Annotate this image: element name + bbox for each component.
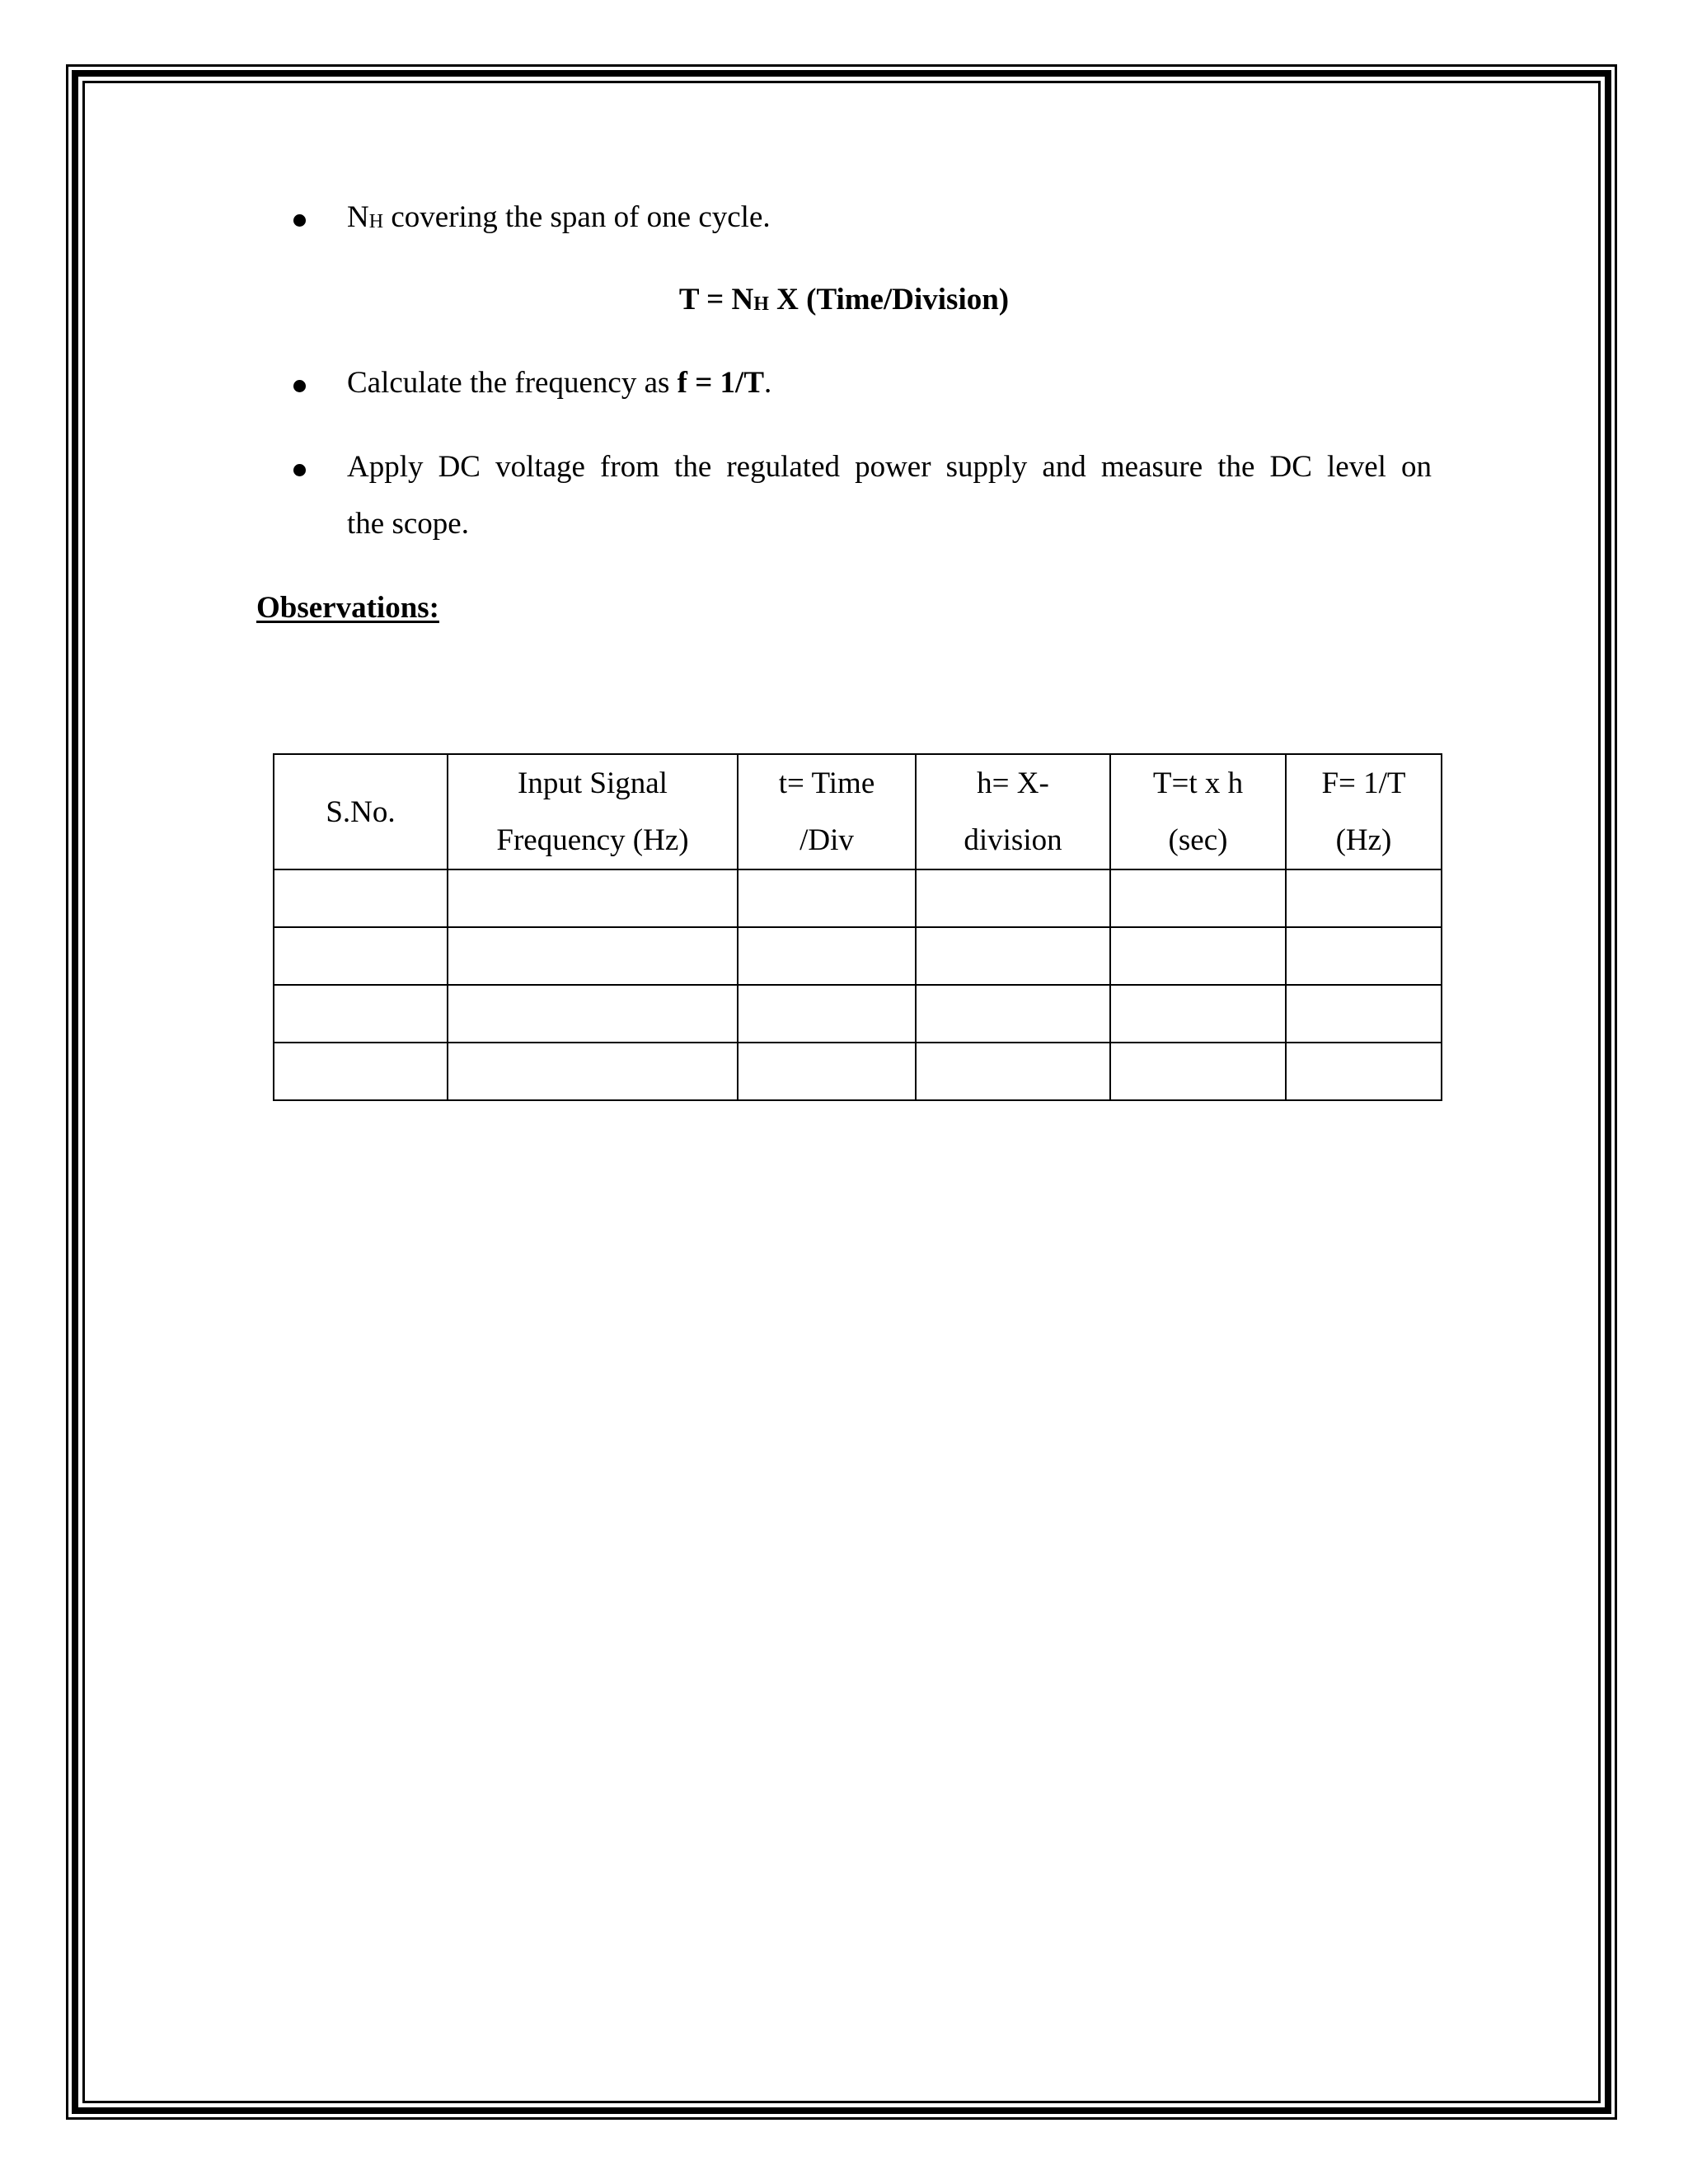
header-x-division	[916, 754, 1110, 869]
table-header-row	[274, 754, 1442, 869]
step-text: covering the span of one cycle.	[383, 200, 771, 234]
header-text: (Hz)	[1335, 823, 1392, 857]
header-text: Input Signal	[518, 766, 668, 800]
table-cell	[448, 985, 738, 1043]
table-cell	[738, 869, 916, 927]
table-cell	[1110, 927, 1286, 985]
observations-table	[273, 753, 1442, 1101]
table-row	[274, 1043, 1442, 1100]
header-text: t= Time	[778, 766, 875, 800]
header-text: /Div	[799, 823, 854, 857]
step-text: Calculate the frequency as	[347, 366, 678, 400]
table-cell	[738, 985, 916, 1043]
table-cell	[916, 985, 1110, 1043]
table-cell	[274, 1043, 448, 1100]
period-formula	[0, 282, 1688, 318]
step-calculate-frequency	[347, 365, 771, 401]
header-text: h= X-	[977, 766, 1049, 800]
formula-rhs: X (Time/Division)	[768, 283, 1010, 316]
table-row	[274, 927, 1442, 985]
table-cell	[1110, 869, 1286, 927]
formula-subscript: H	[753, 293, 769, 316]
symbol-n: N	[347, 200, 369, 234]
table-cell	[916, 869, 1110, 927]
frequency-formula: f = 1/T	[677, 366, 765, 400]
header-text: division	[964, 823, 1062, 857]
table-cell	[274, 985, 448, 1043]
header-sno	[274, 754, 448, 869]
header-text: T=t x h	[1152, 766, 1244, 800]
table-cell	[1286, 1043, 1442, 1100]
header-frequency	[1286, 754, 1442, 869]
table-cell	[448, 869, 738, 927]
table-body	[274, 869, 1442, 1100]
table-cell	[274, 869, 448, 927]
step-apply-dc-line2: the scope.	[347, 507, 469, 541]
header-time-div	[738, 754, 916, 869]
table-cell	[1286, 927, 1442, 985]
table-cell	[916, 927, 1110, 985]
header-text: F= 1/T	[1321, 766, 1406, 800]
header-period	[1110, 754, 1286, 869]
table-row	[274, 869, 1442, 927]
bullet-icon	[293, 380, 306, 392]
table-row	[274, 985, 1442, 1043]
bullet-icon	[293, 464, 306, 476]
header-text: (sec)	[1168, 823, 1228, 857]
table-cell	[1110, 1043, 1286, 1100]
table-cell	[1110, 985, 1286, 1043]
symbol-subscript: H	[368, 211, 384, 233]
table-cell	[448, 1043, 738, 1100]
header-text: Frequency (Hz)	[496, 823, 689, 857]
table-cell	[274, 927, 448, 985]
step-nh-cycle	[347, 199, 771, 236]
table-cell	[448, 927, 738, 985]
header-text: S.No.	[326, 794, 396, 829]
header-input-frequency	[448, 754, 738, 869]
bullet-icon	[293, 214, 306, 227]
observations-heading: Observations:	[256, 591, 439, 625]
table-cell	[1286, 869, 1442, 927]
table-cell	[1286, 985, 1442, 1043]
table-cell	[916, 1043, 1110, 1100]
formula-lhs: T = N	[678, 283, 754, 316]
step-apply-dc-line1: Apply DC voltage from the regulated power supply and measure the DC level on	[347, 450, 1432, 484]
table-cell	[738, 927, 916, 985]
table-cell	[738, 1043, 916, 1100]
step-end: .	[764, 366, 772, 400]
